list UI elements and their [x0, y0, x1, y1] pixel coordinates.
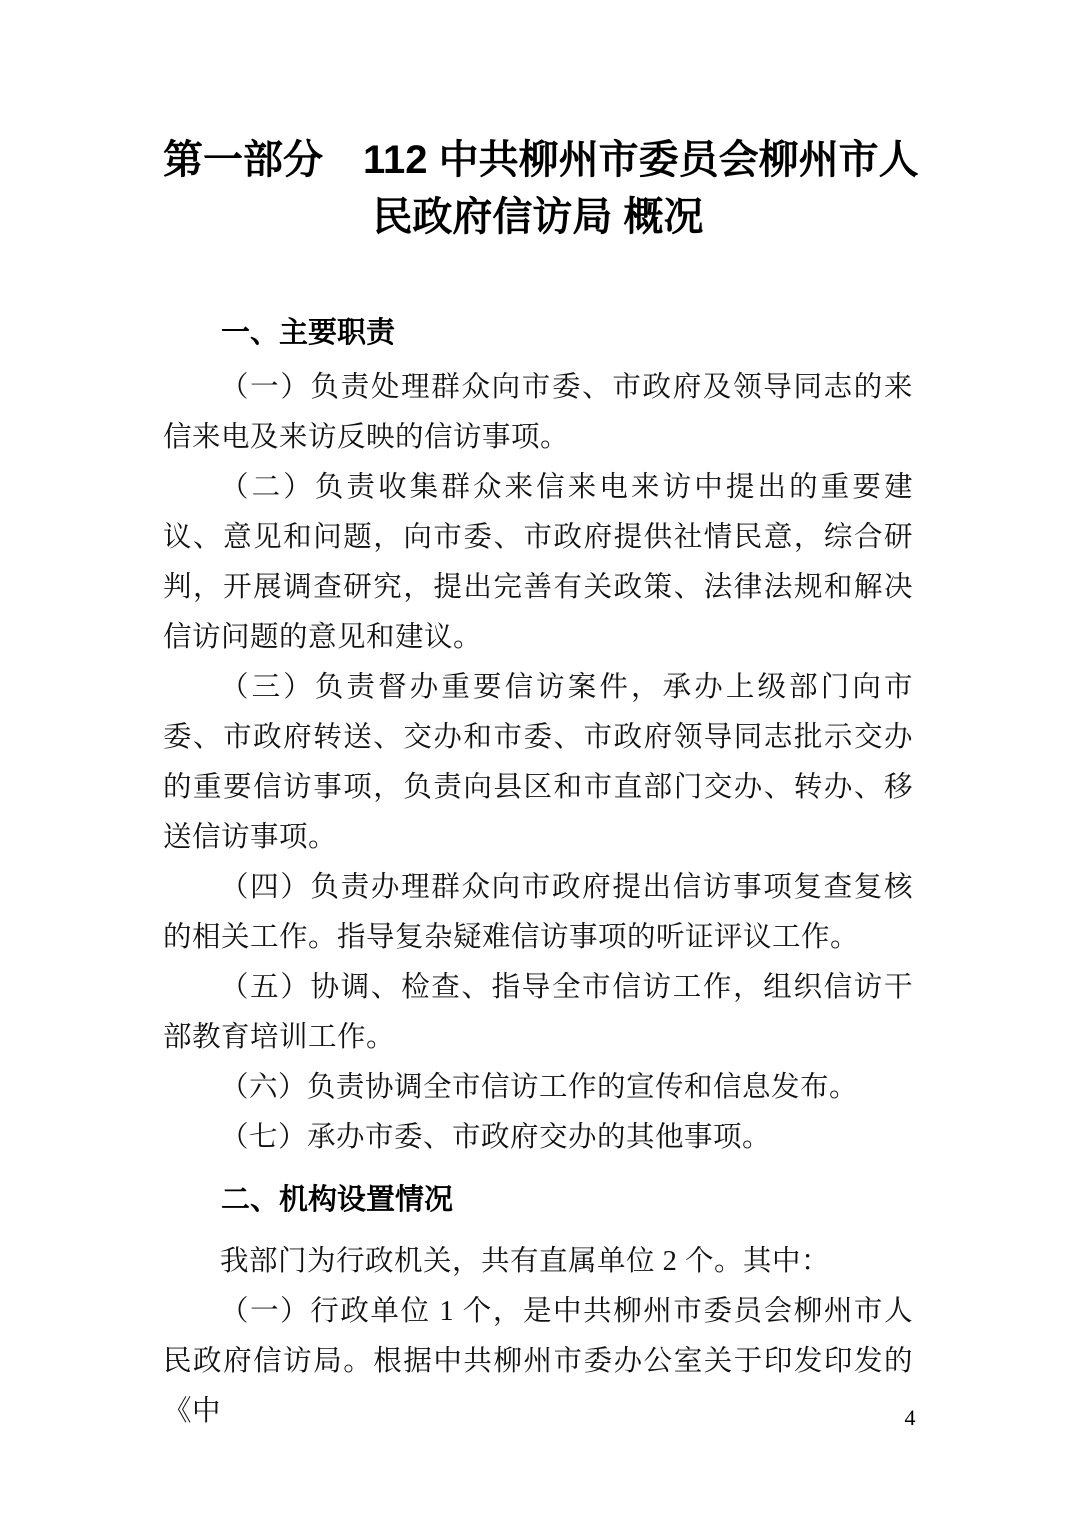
- document-title: [163, 132, 919, 246]
- paragraph-duty-3: （三）负责督办重要信访案件，承办上级部门向市委、市政府转送、交办和市委、市政府领导同志批示交办的重要信访事项，负责向县区和市直部门交办、转办、移送信访事项。: [163, 672, 913, 853]
- paragraph-duty-1: （一）负责处理群众向市委、市政府及领导同志的来信来电及来访反映的信访事项。: [163, 372, 913, 453]
- document-title-line-2: 民政府信访局 概况: [372, 195, 704, 239]
- document-title-line-1: 第一部分 112 中共柳州市委员会柳州市人: [163, 138, 919, 182]
- page-number: 4: [904, 1405, 916, 1430]
- section-heading-organization-setup: 二、机构设置情况: [221, 1184, 454, 1216]
- paragraph-org-intro: 我部门为行政机关，共有直属单位 2 个。其中：: [220, 1246, 831, 1277]
- paragraph-duty-2: （二）负责收集群众来信来电来访中提出的重要建议、意见和问题，向市委、市政府提供社情民意，综合研判，开展调查研究，提出完善有关政策、法律法规和解决信访问题的意见和建议。: [163, 472, 913, 653]
- paragraph-org-admin-unit: （一）行政单位 1 个，是中共柳州市委员会柳州市人民政府信访局。根据中共柳州市委办公室关于印发印发的《中: [163, 1296, 913, 1427]
- document-content: [163, 132, 919, 1437]
- paragraph-duty-7: （七）承办市委、市政府交办的其他事项。: [220, 1122, 772, 1153]
- section-heading-main-duties: 一、主要职责: [221, 317, 396, 349]
- paragraph-duty-5: （五）协调、检查、指导全市信访工作，组织信访干部教育培训工作。: [163, 972, 913, 1053]
- paragraph-duty-4: （四）负责办理群众向市政府提出信访事项复查复核的相关工作。指导复杂疑难信访事项的听证评议工作。: [163, 872, 913, 953]
- paragraph-duty-6: （六）负责协调全市信访工作的宣传和信息发布。: [220, 1072, 859, 1103]
